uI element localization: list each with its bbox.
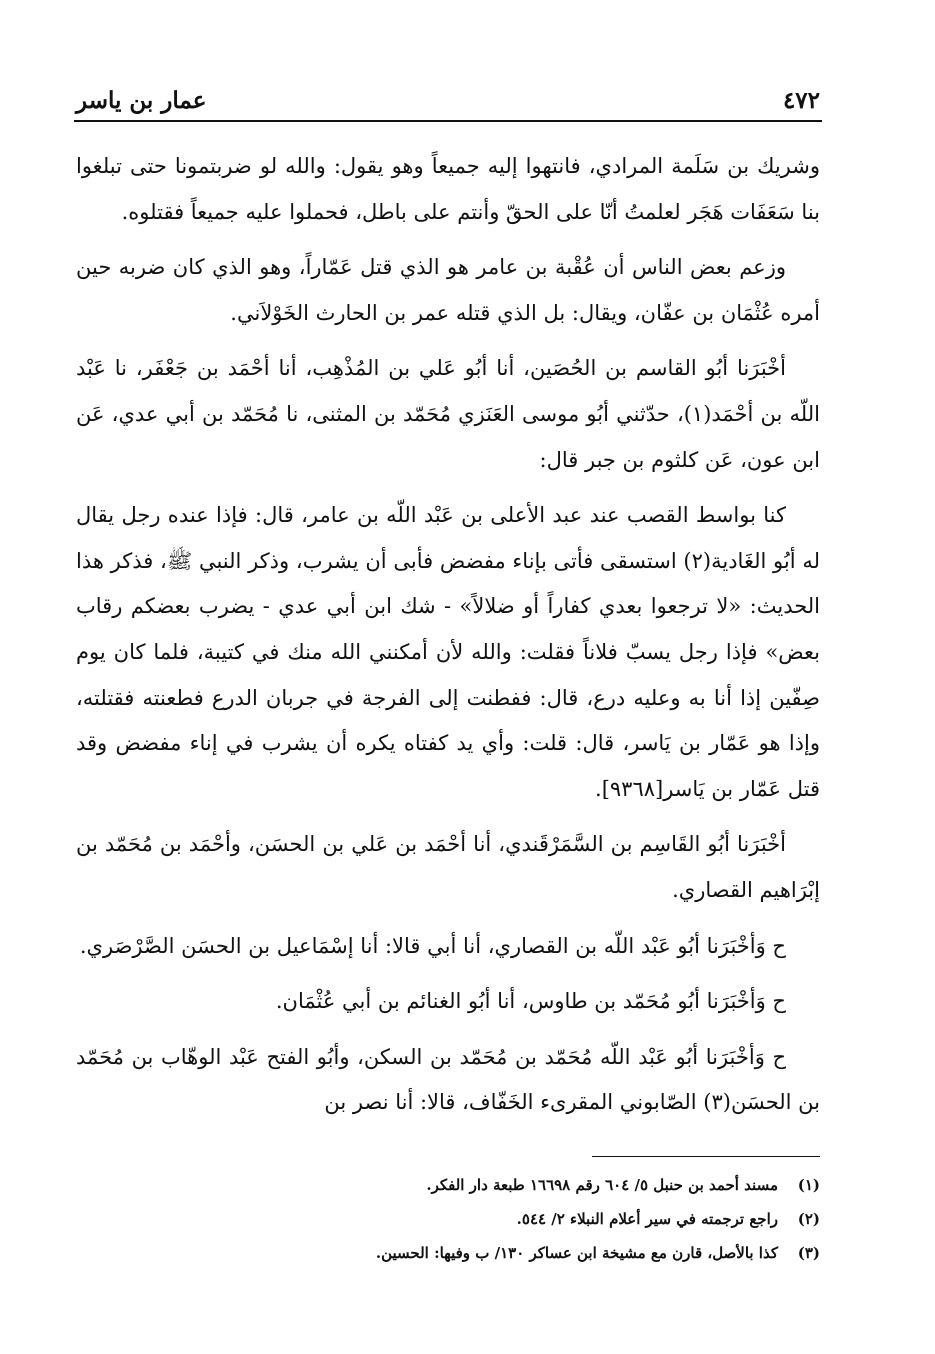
isnad-paragraph: ح وَأخْبَرَنا أبُو مُحَمّد بن طاوس، أنا أبُو الغنائم بن أبي عُثْمَان.	[275, 989, 786, 1014]
isnad-paragraph: ح وَأخْبَرَنا أبُو عَبْد اللّه بن القصاري، أنا أبي قالا: أنا إسْمَاعيل بن الحسَن الصَّرْصَري.	[79, 933, 786, 958]
main-text	[76, 144, 820, 1136]
header-divider	[74, 120, 822, 122]
footnote-number: (١)	[797, 1176, 820, 1194]
footnote-text: كذا بالأصل، قارن مع مشيخة ابن عساكر ١٣٠/ ب وفيها: الحسين.	[375, 1244, 778, 1262]
paragraph: وشريك بن سَلَمة المرادي، فانتهوا إليه جميعاً وهو يقول: والله لو ضربتمونا حتى تبلغوا بنا سَعَفَات هَجَر لعلمتُ أنّا على الحقّ وأنتم على باطل، فحملوا عليه جميعاً فقتلوه.	[76, 154, 820, 224]
page-number: ٤٧٢	[782, 87, 820, 114]
paragraph: وزعم بعض الناس أن عُقْبة بن عامر هو الذي قتل عَمّاراً، وهو الذي كان ضربه حين أمره عُثْمَان بن عفّان، ويقال: بل الذي قتله عمر بن الحارث الخَوْلاَني.	[76, 255, 820, 325]
page-header	[76, 74, 820, 114]
footnote-divider	[592, 1156, 820, 1157]
footnotes	[160, 1168, 820, 1270]
isnad-paragraph: أخْبَرَنا أبُو القَاسِم بن السَّمَرْقَندي، أنا أحْمَد بن عَلي بن الحسَن، وأحْمَد بن مُحَمّد بن إبْرَاهيم القصاري.	[76, 832, 820, 902]
footnote	[160, 1202, 820, 1236]
footnote-number: (٢)	[797, 1210, 820, 1228]
footnote-number: (٣)	[797, 1244, 820, 1262]
hadith-paragraph: كنا بواسط القصب عند عبد الأعلى بن عَبْد اللّه بن عامر، قال: فإذا عنده رجل يقال له أبُو الغَادية(٢) استسقى فأتى بإناء مفضض فأبى أن يشرب، وذكر النبي ﷺ، فذكر هذا الحديث: «لا ترجعوا بعدي كفاراً أو ضلالاً» - شك ابن أبي عدي - يضرب بعضكم رقاب بعض» فإذا رجل يسبّ فلاناً فقلت: والله لأن أمكنني الله منك في كتيبة، فلما كان يوم صِفّين إذا أنا به وعليه درع، قال: ففطنت إلى الفرجة في جربان الدرع فطعنته فقتلته، وإذا هو عَمّار بن يَاسر، قال: قلت: وأي يد كفتاه يكره أن يشرب في إناء مفضض وقد قتل عَمّار بن يَاسر[٩٣٦٨].	[76, 503, 820, 801]
isnad-paragraph: ح وَأخْبَرَنا أبُو عَبْد اللّه مُحَمّد بن مُحَمّد بن السكن، وأبُو الفتح عَبْد الوهّاب بن مُحَمّد بن الحسَن(٣) الصّابوني المقرىء الخَفّاف، قالا: أنا نصر بن	[76, 1044, 820, 1115]
footnote-text: راجع ترجمته في سير أعلام النبلاء ٢/ ٥٤٤.	[516, 1210, 778, 1228]
isnad-paragraph: أخْبَرَنا أبُو القاسم بن الحُصَين، أنا أبُو عَلي بن المُذْهِب، أنا أحْمَد بن جَعْفَر، نا عَبْد اللّه بن أحْمَد(١)، حدّثني أبُو موسى العَنَزي مُحَمّد بن المثنى، نا مُحَمّد بن أبي عدي، عَن ابن عون، عَن كلثوم بن جبر قال:	[76, 356, 820, 472]
footnote	[160, 1236, 820, 1270]
footnote	[160, 1168, 820, 1202]
running-title: عمار بن ياسر	[76, 87, 207, 114]
footnote-text: مسند أحمد بن حنبل ٥/ ٦٠٤ رقم ١٦٦٩٨ طبعة دار الفكر.	[426, 1176, 778, 1194]
